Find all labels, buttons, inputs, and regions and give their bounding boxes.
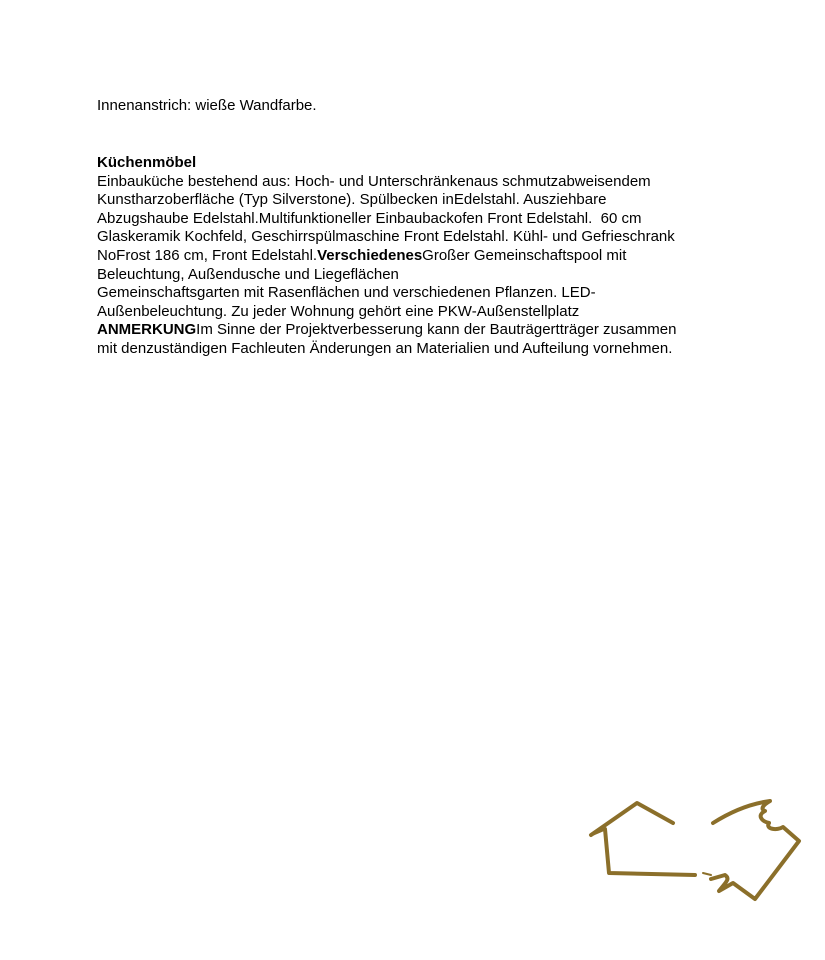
misc-body: Großer Gemeinschaftspool mit Beleuchtung, Außendusche und Liegeflächen Gemeinschaftsgarten mit Rasenflächen und verschiedenen Pflanzen. LED- Außenbeleuchtung. Zu jeder Wohnung gehört eine PKW-Außenstellplatz [97, 246, 627, 320]
misc-heading: Verschiedenes [317, 246, 423, 264]
kitchen-body: Einbauküche bestehend aus: Hoch- und Unterschränkenaus schmutzabweisendem Kunstharzoberfläche (Typ Silverstone). Spülbecken inEdelstahl. Ausziehbare Abzugshaube Edelstahl.Multifunktioneller Einbaubackofen Front Edelstahl. 60 cm Glaskeramik Kochfeld, Geschirrspülmaschine Front Edelstahl. Kühl- und Gefrieschrank NoFrost 186 cm, Front Edelstahl. [97, 172, 675, 264]
interior-paint-paragraph [97, 97, 737, 116]
logo-flourish-stroke [711, 801, 799, 899]
kitchen-heading: Küchenmöbel [97, 154, 197, 171]
note-heading: ANMERKUNG [97, 321, 197, 339]
logo-wall-stroke [605, 829, 695, 875]
note-body: Im Sinne der Projektverbesserung kann der Bauträgertträger zusammen mit denzuständigen Fachleuten Änderungen an Materialien und Aufteilung vornehmen. [97, 321, 677, 357]
house-signature-logo-icon [585, 795, 805, 905]
kitchen-section [97, 154, 737, 359]
interior-paint-text: Innenanstrich: wieße Wandfarbe. [97, 97, 317, 114]
logo-small-hook-stroke [703, 873, 711, 875]
